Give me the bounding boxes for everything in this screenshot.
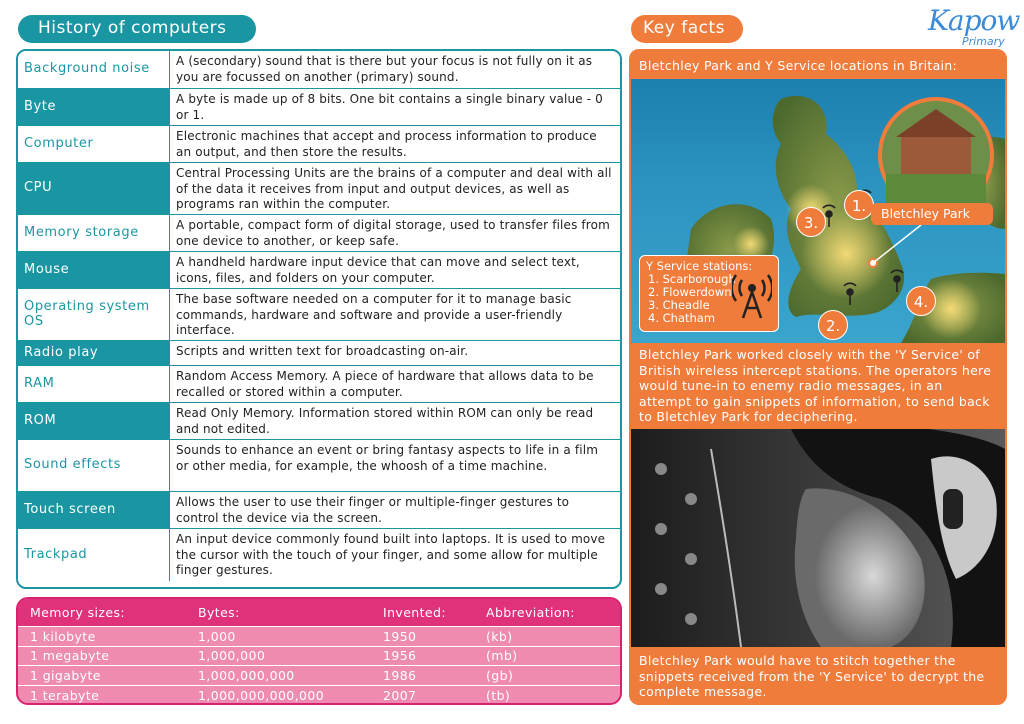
glossary-row: [18, 126, 620, 163]
glossary-term: Byte: [18, 89, 170, 125]
station-number-1: 1.: [844, 190, 874, 220]
memory-bytes: 1,000,000,000,000: [198, 687, 325, 703]
memory-size: 1 megabyte: [30, 648, 110, 664]
memory-size: 1 gigabyte: [30, 667, 101, 683]
glossary-definition: Scripts and written text for broadcasting on-air.: [176, 344, 469, 358]
glossary-definition: A handheld hardware input device that can move and select text, icons, files, and folders on your computer.: [176, 255, 580, 285]
glossary-definition: Electronic machines that accept and process information to produce an output, and then store the results.: [176, 129, 597, 159]
britain-map: [631, 79, 1005, 343]
station-number-4: 4.: [906, 286, 936, 316]
glossary-term: Computer: [18, 126, 170, 162]
y-service-station: 1. Scarborough: [648, 272, 736, 286]
memory-header-bytes: Bytes:: [198, 605, 240, 620]
radio-tower-icon: [732, 274, 772, 320]
bletchley-park-label: Bletchley Park: [871, 203, 993, 225]
glossary-term: Radio play: [18, 341, 170, 365]
operator-photo-image: [631, 429, 1005, 647]
memory-invented: 2007: [383, 687, 417, 703]
key-facts-paragraph-1: Bletchley Park worked closely with the 'Y Service' of British wireless intercept stations. The operators here would tune-in to enemy radio messages, in an attempt to gain snippets of information, to send back to Bletchley Park for deciphering.: [639, 347, 992, 424]
memory-sizes-table: [16, 597, 622, 705]
glossary-definition: A byte is made up of 8 bits. One bit contains a single binary value - 0 or 1.: [176, 92, 603, 122]
glossary-definition: Sounds to enhance an event or bring fantasy aspects to life in a film or other media, for example, the whoosh of a time machine.: [176, 443, 599, 473]
y-service-station: 4. Chatham: [648, 311, 716, 325]
glossary-row: [18, 51, 620, 89]
page-title: History of computers: [18, 15, 256, 43]
station-number-2: 2.: [818, 310, 848, 340]
glossary-term: ROM: [18, 403, 170, 439]
memory-size: 1 kilobyte: [30, 628, 96, 644]
memory-invented: 1986: [383, 667, 417, 683]
glossary-term: Mouse: [18, 252, 170, 288]
memory-size: 1 terabyte: [30, 687, 100, 703]
logo-main-text: Kapow: [928, 4, 1020, 37]
glossary-row: [18, 163, 620, 215]
glossary-row: [18, 529, 620, 581]
glossary-definition: Central Processing Units are the brains of a computer and deal with all of the data it receives from input and output devices, as well as programs ran within the computer.: [176, 166, 612, 211]
memory-bytes: 1,000,000: [198, 648, 266, 664]
glossary-table: [16, 49, 622, 589]
glossary-row: [18, 341, 620, 366]
glossary-term: Sound effects: [18, 440, 170, 491]
logo-sub-text: Primary: [962, 35, 1005, 48]
glossary-term: Operating system OS: [18, 289, 170, 340]
glossary-term: CPU: [18, 163, 170, 214]
memory-abbreviation: (gb): [486, 667, 514, 683]
glossary-definition: The base software needed on a computer for it to manage basic commands, hardware and software and provide a user-friendly interface.: [176, 292, 572, 337]
glossary-term: Touch screen: [18, 492, 170, 528]
memory-bytes: 1,000,000,000: [198, 667, 295, 683]
memory-row: [18, 666, 620, 686]
glossary-row: [18, 289, 620, 341]
key-facts-title: Key facts: [631, 15, 743, 43]
memory-header-invented: Invented:: [383, 605, 446, 620]
glossary-term: Background noise: [18, 51, 170, 88]
memory-header-size: Memory sizes:: [30, 605, 125, 620]
glossary-definition: Allows the user to use their finger or multiple-finger gestures to control the device via the screen.: [176, 495, 570, 525]
glossary-row: [18, 252, 620, 289]
memory-abbreviation: (mb): [486, 648, 518, 664]
glossary-row: [18, 492, 620, 529]
radio-operator-photo: [631, 429, 1005, 647]
key-facts-panel: [629, 49, 1007, 705]
memory-invented: 1950: [383, 628, 417, 644]
y-service-station: 3. Cheadle: [648, 298, 710, 312]
kapow-logo: [920, 4, 1020, 48]
memory-row: [18, 627, 620, 647]
glossary-row: [18, 440, 620, 492]
glossary-definition: A portable, compact form of digital storage, used to transfer files from one device to another, or keep safe.: [176, 218, 610, 248]
glossary-definition: Random Access Memory. A piece of hardware that allows data to be recalled or stored within a computer.: [176, 369, 594, 399]
glossary-term: Memory storage: [18, 215, 170, 251]
glossary-row: [18, 366, 620, 403]
memory-row: [18, 686, 620, 706]
map-heading: Bletchley Park and Y Service locations in Britain:: [639, 58, 958, 73]
y-service-legend: [639, 255, 779, 332]
glossary-term: Trackpad: [18, 529, 170, 581]
memory-header-abbreviation: Abbreviation:: [486, 605, 575, 620]
y-service-title: Y Service stations:: [646, 259, 753, 273]
memory-invented: 1956: [383, 648, 417, 664]
memory-header-row: [18, 599, 620, 627]
memory-abbreviation: (tb): [486, 687, 511, 703]
glossary-definition: An input device commonly found built into laptops. It is used to move the cursor with the touch of your finger, and some allow for multiple finger gestures.: [176, 532, 606, 577]
glossary-definition: A (secondary) sound that is there but your focus is not fully on it as you are focussed on another (primary) sound.: [176, 54, 593, 84]
glossary-row: [18, 403, 620, 440]
memory-row: [18, 647, 620, 667]
glossary-row: [18, 215, 620, 252]
memory-bytes: 1,000: [198, 628, 236, 644]
memory-abbreviation: (kb): [486, 628, 513, 644]
glossary-term: RAM: [18, 366, 170, 402]
station-number-3: 3.: [796, 207, 826, 237]
key-facts-paragraph-2: Bletchley Park would have to stitch together the snippets received from the 'Y Service' to decrypt the complete message.: [639, 653, 985, 699]
glossary-definition: Read Only Memory. Information stored within ROM can only be read and not edited.: [176, 406, 594, 436]
y-service-station: 2. Flowerdown: [648, 285, 732, 299]
glossary-row: [18, 89, 620, 126]
